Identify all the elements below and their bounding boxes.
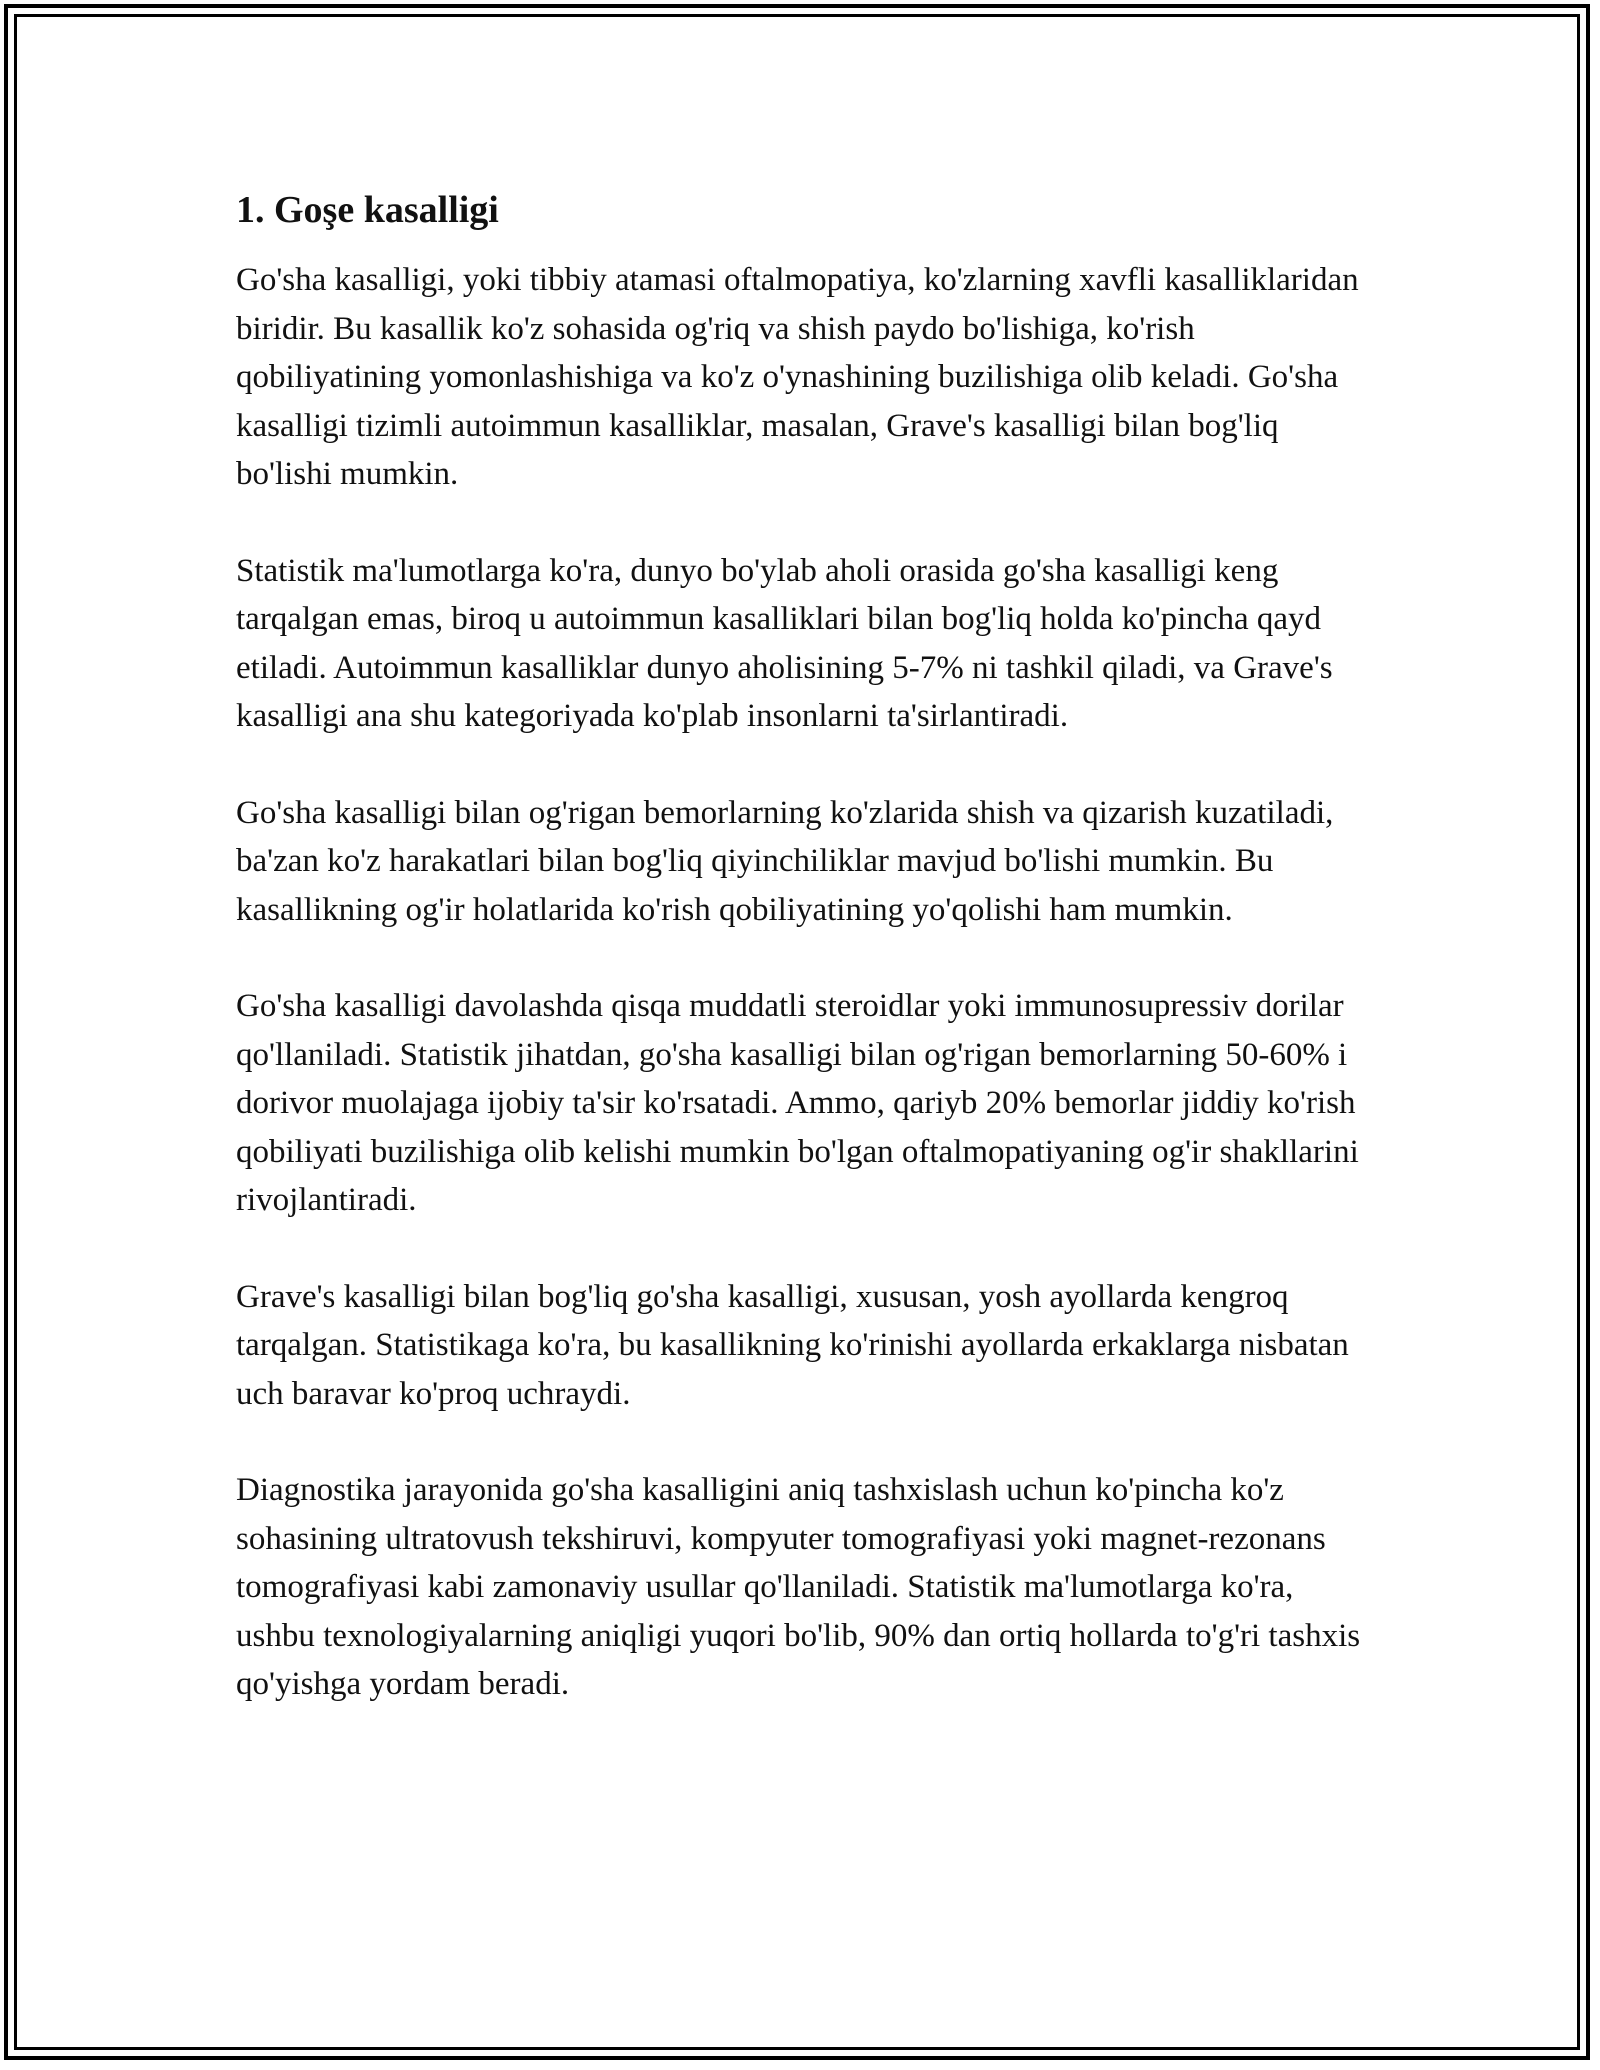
paragraph-3: Go'sha kasalligi bilan og'rigan bemorlarning ko'zlarida shish va qizarish kuzatiladi, ba'zan ko'z harakatlari bilan bog'liq qiyinchiliklar mavjud bo'lishi mumkin. Bu kasallikning og'ir holatlarida ko'rish qobiliyatining yo'qolishi ham mumkin. <box>236 794 1334 928</box>
document-body <box>236 186 1376 1757</box>
paragraph-1: Go'sha kasalligi, yoki tibbiy atamasi oftalmopatiya, ko'zlarning xavfli kasalliklaridan biridir. Bu kasallik ko'z sohasida og'riq va shish paydo bo'lishiga, ko'rish qobiliyatining yomonlashishiga va ko'z o'ynashining buzilishiga olib keladi. Go'sha kasalligi tizimli autoimmun kasalliklar, masalan, Grave's kasalligi bilan bog'liq bo'lishi mumkin. <box>236 262 1359 492</box>
paragraph-4: Go'sha kasalligi davolashda qisqa muddatli steroidlar yoki immunosupressiv dorilar qo'llaniladi. Statistik jihatdan, go'sha kasalligi bilan og'rigan bemorlarning 50-60% i dorivor muolajaga ijobiy ta'sir ko'rsatadi. Ammo, qariyb 20% bemorlar jiddiy ko'rish qobiliyati buzilishiga olib kelishi mumkin bo'lgan oftalmopatiyaning og'ir shakllarini rivojlantiradi. <box>236 988 1359 1218</box>
paragraph-2: Statistik ma'lumotlarga ko'ra, dunyo bo'ylab aholi orasida go'sha kasalligi keng tarqalgan emas, biroq u autoimmun kasalliklari bilan bog'liq holda ko'pincha qayd etiladi. Autoimmun kasalliklar dunyo aholisining 5-7% ni tashkil qiladi, va Grave's kasalligi ana shu kategoriyada ko'plab insonlarni ta'sirlantiradi. <box>236 552 1333 734</box>
paragraph-5: Grave's kasalligi bilan bog'liq go'sha kasalligi, xususan, yosh ayollarda kengroq tarqalgan. Statistikaga ko'ra, bu kasallikning ko'rinishi ayollarda erkaklarga nisbatan uch baravar ko'proq uchraydi. <box>236 1278 1349 1412</box>
paragraph-6: Diagnostika jarayonida go'sha kasalligini aniq tashxislash uchun ko'pincha ko'z sohasining ultratovush tekshiruvi, kompyuter tomografiyasi yoki magnet-rezonans tomografiyasi kabi zamonaviy usullar qo'llaniladi. Statistik ma'lumotlarga ko'ra, ushbu texnologiyalarning aniqligi yuqori bo'lib, 90% dan ortiq hollarda to'g'ri tashxis qo'yishga yordam beradi. <box>236 1472 1361 1702</box>
section-heading: 1. Goşe kasalligi <box>236 189 499 231</box>
